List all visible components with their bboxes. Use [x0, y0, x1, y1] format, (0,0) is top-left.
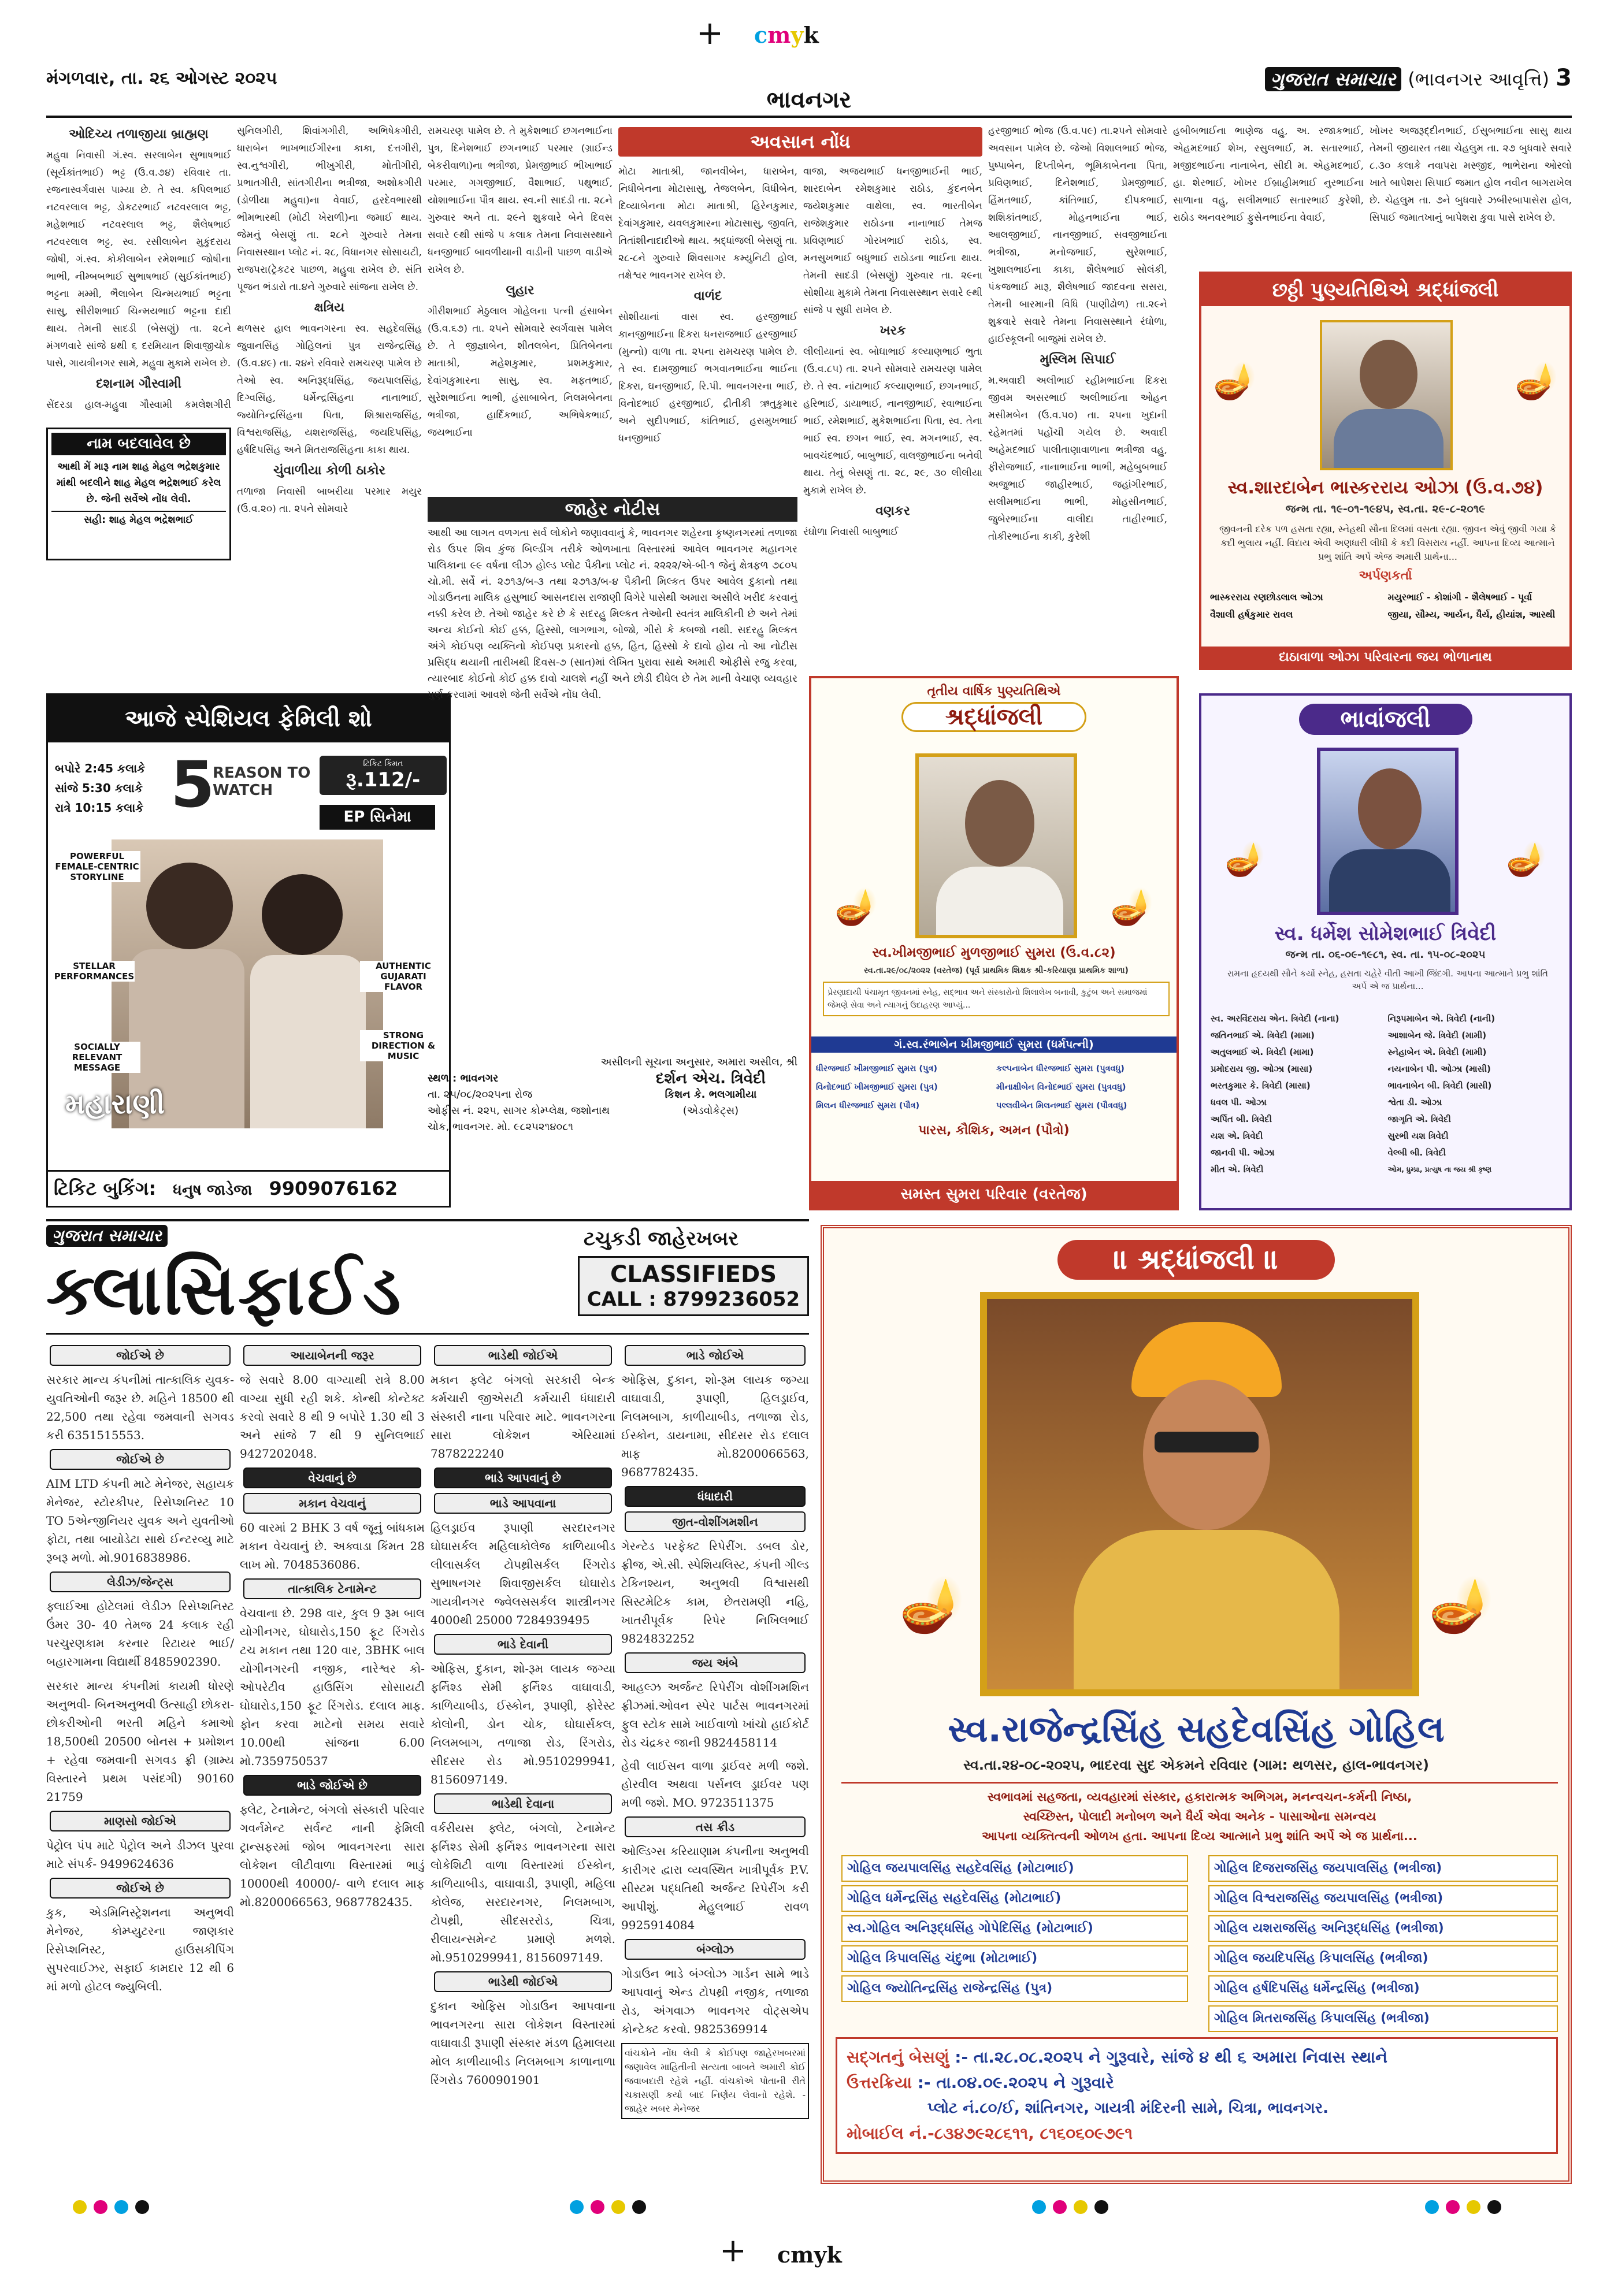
- reg-dot-magenta: [1446, 2200, 1460, 2214]
- obit-caste-heading: ખરક: [879, 324, 906, 338]
- diya-right-icon: 🪔: [1110, 887, 1153, 927]
- ad-sharda-ojha: [1199, 272, 1572, 670]
- cls-ad: વેચવાના છે. 298 વાર, કુલ 9 રૂમ બાલ યોગીનગર, ઘોઘારોડ,150 ફૂટ રિંગરોડ ટચ મકાન તથા 120 વાર, 3BHK બાલ યોગીનગરની નજીક, નારેશ્વર કો-ઓપરેટીવ હાઉસિંગ સોસાયટી ઘોઘારોડ,150 ફૂટ રિંગરોડ. દલાલ માફ. ફોન કરવા માટેનો સમય સવારે 10.00થી સાંજના 6.00 મો.7359750537: [240, 1606, 425, 1768]
- classifieds-tiny-title: ટચુકડી જાહેરખબર: [584, 1227, 739, 1250]
- classifieds-en: CLASSIFIEDS: [610, 1261, 777, 1288]
- cls-heading: જોઈએ છે: [50, 1345, 231, 1366]
- public-notice: [428, 497, 797, 1213]
- showtime-2: સાંજે 5:30 કલાકે: [55, 781, 143, 795]
- khimji-fam-3: કલ્પનાબેન ધીરજભાઈ સુમરા (પુત્રવધુ): [996, 1064, 1125, 1073]
- cls-heading: જય અંબે: [625, 1652, 806, 1673]
- rajendra-qual-1: સ્વભાવમાં સહજતા, વ્યવહારમાં સંસ્કાર, હકારાત્મક અભિગમ, મનન્વચન-કર્મની નિષ્ઠા,: [987, 1790, 1412, 1804]
- cls-heading: જોઈએ છે: [50, 1449, 231, 1470]
- sharda-title: છઠ્ઠી પુણ્યતિથિએ શ્રદ્ધાંજલી: [1201, 274, 1569, 306]
- ticket-label: ટિકિટ કિંમત: [363, 759, 403, 768]
- dharmesh-fam-item: જતિનભાઈ એ. ત્રિવેદી (મામા): [1211, 1030, 1315, 1041]
- obituary-col-2: [237, 122, 422, 562]
- sharda-photo: [1320, 320, 1453, 470]
- obit-caste-heading: વાળંદ: [693, 289, 722, 303]
- khimji-message: પ્રેરણાદાયી પંચામૃત જીવનમાં સ્નેહ, સદ્ભાવ અને સંસ્કારોનો શિલાલેખ બનાવી, કુટુંબ અને સમાજમાં જેમણે સેવા અને ત્યાગનું ઉદાહરણ આપ્યું...: [823, 982, 1170, 1016]
- rajendra-dates: સ્વ.તા.૨૪-૦૮-૨૦૨૫, ભાદરવા સુદ એકમને રવિવાર (ગામ: થળસર, હાલ-ભાવનગર): [963, 1757, 1429, 1773]
- obit-caste-heading: ચુંવાળીયા કોળી ઠાકોર: [273, 463, 385, 478]
- notice-client: અસીલની સૂચના અનુસાર, અમારા અસીલ, શ્રી: [600, 1056, 797, 1068]
- obit-text: વાજા, અજયભાઈ ધનજીભાઈની ભાઈ, શારદાબેન રમેશકુમાર રાઠોડ, કુંદનબેન જયેશકુમાર વાથેલા, સ્વ. ભારતીબેન રાજેશકુમાર રાઠોડના નાનાભાઈ તેમજ પ્રવિણભાઈ ગોરખભાઈ રાઠોડ, સ્વ. મનસુખભાઈ બધુભાઈ રાઠોડના ભાઈના થાય. તેમની સાદડી (બેસણું) ગુરુવાર તા. ૨૯ના સોશીયા મુકામે તેમના નિવાસસ્થાન સવારે ૯થી સાંજે ૫ સુધી રાખેલ છે.: [803, 166, 982, 316]
- sharda-name: સ્વ.શારદાબેન ભાસ્કરરાય ઓઝા (ઉ.વ.૭૪): [1227, 477, 1543, 498]
- dharmesh-fam-item: સ્વ. અરવિંદરાય એન. ત્રિવેદી (નાના): [1211, 1013, 1339, 1024]
- tag-social-message: SOCIALLY RELEVANT MESSAGE: [54, 1042, 140, 1073]
- reg-dot-cyan: [1425, 2200, 1439, 2214]
- edition: (ભાવનગર આવૃત્તિ): [1408, 68, 1550, 90]
- diya-left-icon: 🪔: [1213, 361, 1256, 402]
- notice-date: તા. ૨૫/૦૮/૨૦૨૫ના રોજ: [428, 1088, 533, 1101]
- obit-text: થળસર હાલ ભાવનગરના સ્વ. સહદેવસિંહ જુવાનસિંહ ગોહિલનાં પુત્ર રાજેન્દ્રસિંહ (ઉ.વ.૪૯) તા. ૨૪ને રવિવારે રામચરણ પામેલ છે તેઓ સ્વ. અનિરૂદ્ધસિંહ, જયપાલસિંહ, દિગ્વસિંહ, ધર્મેન્દ્રસિંહના નાનાભાઈ, જ્યોતિન્દ્રસિંહના પિતા, શિશ્રારાજસિંહ, વિશ્વરાજસિંહ, યશરાજસિંહ, જયદિપસિંહ, હર્ષદિપસિંહ અને મિતરાજસિંહના કાકા થાય.: [237, 323, 422, 456]
- khimji-fam-4: વિનોદભાઈ ખીમજીભાઈ સુમરા (પુત્ર): [816, 1083, 938, 1092]
- obituary-col-3: [428, 122, 613, 469]
- rajendra-name: સ્વ.રાજેન્દ્રસિંહ સહદેવસિંહ ગોહિલ: [948, 1708, 1445, 1750]
- cls-ad: ગોડાઉન ભાડે બંગ્લોઝ ગાર્ડન સામે ભાડે આપવાનું એન્ડ ટોપથ્રી નજીક, તળાજા રોડ, અંગવાઝ ભાવનગર વોટ્સએપ કોન્ટેક્ટ કરવો. 9825369914: [621, 1967, 809, 2036]
- obituary-col-1: [46, 122, 231, 416]
- film-ad: [46, 693, 451, 1208]
- sharda-family-title: અર્પણકર્તા: [1359, 569, 1412, 583]
- incense-left-icon: 🪔: [899, 1575, 964, 1636]
- cls-heading: ભાડેથી જોઈએ: [434, 1345, 612, 1366]
- sharda-dates: જન્મ તા. ૧૯-૦૧-૧૯૪૫, સ્વ.તા. ૨૯-૮-૨૦૧૯: [1285, 503, 1486, 515]
- dharmesh-fam-item: પ્રમોદરાય જી. ઓઝા (માસા): [1211, 1064, 1313, 1074]
- obit-text: મોટા માતાશ્રી, જાનવીબેન, ધારાબેન, નિધીબેનના મોટાસાસુ, તેજલબેન, વિધીબેન, દિવ્યાબેનના મોટા માતાશ્રી, હિરેનકુમાર, દેવાંગકુમાર, યવલકુમારના મોટાસાસુ, જીવતિ, તિતાંશીનાદાદીઓ થાય. શ્રદ્ધાંજલી બેસણું તા. ૨૮-૮ને ગુરુવારે શિવસાગર કમ્યુનિટી હોલ, તક્ષેશ્વર ભાવનગર રાખેલ છે.: [618, 166, 797, 281]
- rajendra-fam-left: સ્વ.ગોહિલ અનિરૂદ્ધસિંહ ગોપેદિસિંહ (મોટાભાઈ): [841, 1915, 1188, 1942]
- dharmesh-photo: [1317, 748, 1459, 915]
- rajendra-title: ॥ શ્રદ્ધાંજલી ॥: [1057, 1240, 1335, 1280]
- notice-advocate-title: (એડવોકેટ્સ): [682, 1105, 739, 1117]
- dharmesh-fam-item: ભરતકુમાર કે. ત્રિવેદી (માસા): [1211, 1080, 1311, 1091]
- name-change-sign: સહી: શાહ મેહલ ભદ્રેશભાઈ: [51, 511, 226, 526]
- cls-ad: ફ્લાઈઆ હોટેલમાં લેડીઝ રિસેપ્શનિસ્ટ ઉંમર 30- 40 તેમજ 24 કલાક રહી પરચુરણકામ કરનાર રિટાયર ભાઈ/ બહારગામના વિદ્યાર્થી 8485902390.: [46, 1599, 234, 1669]
- khimji-fam-6: મિલન ધીરજભાઈ સુમરા (પૌત્ર): [816, 1101, 920, 1110]
- classifieds-big-title: ક્લાસિફાઈડ: [46, 1250, 403, 1331]
- dharmesh-fam-item: જાગૃતિ એ. ત્રિવેદી: [1387, 1114, 1451, 1124]
- cls-ad: હિલડ્રાઈવ રૂપાણી સરદારનગર ઘોઘાસર્કલ મહિલાકોલેજ કાળિયાબીડ લીલાસર્કલ ટોપથ્રીસર્કલ રિંગરોડ સુભાષનગર શિવાજીસર્કલ ઘોઘારોડ ગાયત્રીનગર જ્વેલસસર્કલ શાસ્ત્રીનગર 4000થી 25000 7284939495: [431, 1521, 615, 1627]
- dharmesh-message: રામના હૃદયથી સૌને કર્યો સ્નેહ, હસતા ચહેરે વીતી આખી જિંદગી. આપના આત્માને પ્રભુ શાંતિ અર્પે એ જ પ્રાર્થના...: [1227, 968, 1548, 991]
- rajendra-fam-left: ગોહિલ કિપાલસિંહ ચંદુભા (મોટાભાઈ): [841, 1945, 1188, 1972]
- classifieds-paper: ગુજરાત સમાચાર: [46, 1225, 168, 1247]
- cmyk-label-top: cmyk: [754, 22, 819, 48]
- besnu-text: :- તા.૨૮.૦૮.૨૦૨૫ ને ગુરૂવારે, સાંજે ૪ થી ૬ અમારા નિવાસ સ્થાને: [955, 2048, 1388, 2067]
- dharmesh-fam-item: આશાબેન જે. ત્રિવેદી (મામી): [1387, 1030, 1487, 1041]
- obit-text: હબીબભાઈના ભાણેજ વહુ, અ. રજાકભાઈ, એહમદભાઈ શેખ, રસુલભાઈ, મ. સતારભાઈ, મજીદભાઈના નાનાબેન, સીદી મ. એહમદભાઈ, હા. શેરભાઈ, ખોખર ઈબ્રાહીમભાઈ નુરભાઈના સાળાના વહુ, સલીમભાઈ સતારભાઈ કુરેશી, રાઠોડ અનવરભાઈ ફુસેનભાઈના વેવાઈ,: [1173, 125, 1364, 224]
- cls-ad: ઓફિસ, દુકાન, શો-રૂમ લાયક જગ્યા વાઘાવાડી, રૂપાણી, હિલડ્રાઈવ, નિલમબાગ, કાળીયાબીડ, તળાજા રોડ, ઈસ્કોન, ડાયનામા, સીદસર રોડ દલાલ માફ મો.8200066563, 9687782435.: [621, 1373, 809, 1479]
- reg-dot-yellow: [611, 2200, 625, 2214]
- khimji-photo: [915, 753, 1077, 938]
- obit-text: લીલીયાનાં સ્વ. બોઘાભાઈ કલ્યાણભાઈ ભુતા (ઉ.વ.૮૫) તા. ૨૫ને સોમવારે રામચરણ પામેલ છે. તે સ્વ. નાંટાભાઈ કલ્યાણભાઈ, છગનભાઈ, હરિભાઈ, ડાયાભાઈ, નાનજીભાઈ, રવાભાઈના ભાઈ, રમેશભાઈ, મુકેશભાઈના પિતા, સ્વ. તેના ભાઈ સ્વ. છગન ભાઈ, સ્વ. મગનભાઈ, સ્વ. બાવચંદભાઈ, બાબુભાઈ, વાલજીભાઈના બનેવી થાય. તેનું બેસણું તા. ૨૮, ૨૯, ૩૦ લીલીયા મુકામે રાખેલ છે.: [803, 346, 982, 496]
- obituary-heading-box: [618, 127, 982, 157]
- dharmesh-name: સ્વ. ધર્મેશ સોમેશભાઈ ત્રિવેદી: [1274, 922, 1497, 945]
- obit-text: રંઘોળા નિવાસી બાબુભાઈ: [803, 526, 899, 538]
- cls-ad: સરકાર માન્ય કંપનીમાં તાત્કાલિક યુવક- યુવતિઓની જરૂર છે. મહિને 18500 થી 22,500 તથા રહેવા જમવાની સગવડ કરી 6351515553.: [46, 1373, 234, 1442]
- khimji-footer: સમસ્ત સુમરા પરિવાર (વરતેજ): [811, 1181, 1177, 1208]
- dharmesh-fam-item: યશ એ. ત્રિવેદી: [1211, 1131, 1263, 1141]
- rajendra-fam-left: ગોહિલ જ્યોતિન્દ્રસિંહ રાજેન્દ્રસિંહ (પુત્ર): [841, 1975, 1188, 2002]
- reg-dot-black: [1094, 2200, 1108, 2214]
- cls-disclaimer: વાંચકોને નોંધ લેવી કે કોઈપણ જાહેરખબરમાં જણાવેલ માહિતીની સત્યતા બાબતે અમારી કોઈ જવાબદારી રહેશે નહીં. વાંચકોએ પોતાની રીતે ચકાસણી કર્યા બાદ નિર્ણય લેવાનો રહેશે. - જાહેર ખબર મેનેજર: [621, 2043, 809, 2119]
- obit-text: મહુવા નિવાસી ગં.સ્વ. સરલાબેન સુભાષભાઈ (સૂર્યકાંતભાઈ) ભટ્ટ (ઉ.વ.૭૪) રવિવાર તા. રજનાસ્વર્ગવાસ પામ્યા છે. તે સ્વ. કપિલભાઈ નટવરલાલ ભટ્ટ, ડોકટરભાઈ નટવરલાલ ભટ્ટ, મહેશભાઈ નટવરલાલ ભટ્ટ, શૈલેષભાઈ નટવરલાલ ભટ્ટ, સ્વ. રસીલાબેન મુકુંદરાય જોષી, ગં.સ્વ. કોકીલાબેન રમેશભાઈ જોષીના ભાભી, નીમ્બબભાઈ સુભાષભાઈ (સુઈકાંતભાઈ) ભટ્ટના મમ્મી, ભૈલાબેન ચિન્મયભાઈ ભટ્ટના સાસુ, સીરીશભાઈ ચિન્મયભાઈ ભટ્ટના દાદી થાય. તેમની સાદડી (બેસણું) તા. ૨૮ને મંગળવારે સાંજે ૪થી ૬ દરમિયાન શિવાજીચોક પાસે, ગાયત્રીનગર સામે, મહુવા મુકામે રાખેલ છે.: [46, 150, 231, 369]
- booking-phone: 9909076162: [269, 1177, 398, 1199]
- obituary-col-6: [988, 122, 1167, 573]
- sharda-fam-3: વૈશાલી હર્ષકુમાર રાવલ: [1210, 609, 1293, 620]
- rajendra-fam-left: ગોહિલ જયપાલસિંહ સહદેવસિંહ (મોટાભાઈ): [841, 1855, 1188, 1882]
- diya-left-icon: 🪔: [1224, 841, 1265, 878]
- obit-caste-heading: ક્ષત્રિય: [314, 300, 345, 315]
- booking-strip: [48, 1170, 449, 1206]
- dharmesh-fam-item: શ્વેતા ડી. ઓઝા: [1387, 1097, 1442, 1108]
- public-notice-sign: [428, 1054, 797, 1135]
- dharmesh-title: ભાવાંજલી: [1299, 704, 1472, 735]
- cls-ad: પેટ્રોલ પંપ માટે પેટ્રોલ અને ડીઝલ પુરવા માટે સંપર્ક- 9499624636: [46, 1838, 234, 1871]
- khimji-fam-1: ગં.સ્વ.રંભાબેન ખીમજીભાઈ સુમરા (ધર્મપત્ની): [811, 1036, 1177, 1053]
- cls-ad: ફ્લેટ, ટેનામેન્ટ, બંગલો સંસ્કારી પરિવાર ગવર્નમેન્ટ સર્વન્ટ નાની ફેમિલી ટ્રાન્સફરમાં જોબ ભાવનગરના સારા લોકેશન લીટીવાળા વિસ્તારમાં ભાડું 10000થી 40000/- વાળે દલાલ માફ મો.8200066563, 9687782435.: [240, 1803, 425, 1909]
- cls-heading: બંગ્લોઝ: [625, 1939, 806, 1960]
- notice-place: સ્થળ : ભાવનગર: [428, 1072, 499, 1084]
- showtime-1: બપોરે 2:45 કલાકે: [55, 761, 146, 775]
- khimji-fam-8: પારસ, કૌશિક, અમન (પૌત્રો): [918, 1123, 1070, 1138]
- classifieds-call: CALL : 8799236052: [587, 1288, 800, 1311]
- ad-rajendrasinh-gohil: [821, 1225, 1572, 2184]
- classifieds-col-4: [621, 1340, 809, 2184]
- obituary-col-5: [803, 163, 982, 567]
- rajendra-qual-2: સ્વચ્છિસ્ત, પોલાદી મનોબળ અને ધૈર્ય એવા અનેક - પાસાઓના સમન્વય: [1023, 1810, 1376, 1823]
- obit-text: સુનિલગીરી, શિવાંગગીરી, અભિષેકગીરી, ધારાબેન ભાખભાઈગીરના કાકા, દત્તગીરી, સ્વ.નુશ્વગીરી, ભીખુગીરી, મોતીગીરી, પ્રભાતગીરી, સાંતગીરીના ભત્રીજા, અશોકગીરી (ડોળીયા મહુવા)ના વેવાઈ, હરદેવભારથી ભીમભારથી (મોટી ખેરાળી)ના જમાઈ થાય. જેમનું બેસણું તા. ૨૮ને ગુરુવારે તેમના નિવાસસ્થાન પ્લોટ નં. ૨૮, વિધાનગર સોસાયટી, રાજપરા(ટ્રેકટર પાછળ, મહુવા રાખેલ છે. સંતિ પૂજન ભંડારો તા.૪ને ગુરુવારે સાંજના રાખેલ છે.: [237, 125, 422, 293]
- cls-heading: ભાડે આપવાના: [434, 1493, 612, 1514]
- film-title: મહારાણી: [65, 1088, 165, 1120]
- besnu-label: સદ્ગતનું બેસણું: [847, 2048, 949, 2067]
- obituary-col-4: [618, 163, 797, 469]
- classifieds-col-3: [431, 1340, 615, 2184]
- cls-ad: હેવી લાઈસન વાળા ડ્રાઈવર મળી જશે. હોરવીલ અથવા પર્સનલ ડ્રાઈવર પણ મળી જશે. MO. 9723511375: [621, 1759, 809, 1810]
- tag-gujarati-flavor: AUTHENTIC GUJARATI FLAVOR: [360, 961, 447, 992]
- booking-label: ટિકિટ બુકિંગ:: [54, 1177, 157, 1199]
- dharmesh-fam-item: અતુલભાઈ એ. ત્રિવેદી (મામા): [1211, 1047, 1314, 1057]
- sharda-message: જીવનની દરેક પળ હસતા રહ્યા, સ્નેહથી સૌના દિલમાં વસતા રહ્યા. જીવન એવું જીવી ગયા કે કદી ભુલાય નહીં. વિદાય એવી અણધારી લીધી કે કદી વિસરાય નહીં. આપના દિવ્ય આત્માને પ્રભુ શાંતિ અર્પે એજ અમારી પ્રાર્થના...: [1219, 523, 1556, 562]
- obit-text: રામચરણ પામેલ છે. તે મુકેશભાઈ છગનભાઈના પુત્ર, દિનેશભાઈ છગનભાઈ પરમાર (ગ્રાઈન્ડ બેકરીવાળા)ના ભત્રીજા, પ્રેમજીભાઈ ભીખાભાઈ પરમાર, ગગજીભાઈ, વૈશાભાઈ, પથુભાઈ, યોશાભાઈના પૌત્ર થાય. સ્વ.ની સાદડી તા. ૨૮ને ગુરુવાર અને તા. ૨૯ને શુક્રવારે બેને દિવસ સવારે ૯થી સાંજે ૫ કલાક તેમના નિવાસસ્થાને ધનજીભાઈ બાવળીયાની વાડીની પાછળ વાડીએ રાખેલ છે.: [428, 125, 613, 276]
- obit-text: સેંદરડા હાલ-મહુવા ગૌસ્વામી કમલેશગીરી: [46, 399, 231, 411]
- tag-female-centric: POWERFUL FEMALE-CENTRIC STORYLINE: [54, 851, 140, 882]
- rajendra-fam-right: ગોહિલ યશરાજસિંહ અનિરૂદ્ધસિંહ (ભત્રીજા): [1208, 1915, 1558, 1942]
- showtimes: [55, 759, 145, 818]
- cls-heading: ભાડેથી જોઈએ: [434, 1971, 612, 1992]
- cls-heading: તસ ક્રીડ: [625, 1816, 806, 1837]
- dharmesh-family: [1211, 1010, 1565, 1178]
- rajendra-events: [836, 2037, 1558, 2154]
- notice-advocate-2: કિશન કે. ભલગામીયા: [665, 1088, 757, 1101]
- color-registration-strip: [46, 2195, 1572, 2219]
- obit-caste-heading: ઓદિચ્ય તળાજીયા બ્રાહ્મણ: [69, 127, 209, 142]
- khimji-family: [816, 1060, 1177, 1115]
- obit-caste-heading: મુસ્લિમ સિપાઈ: [1040, 352, 1116, 367]
- classifieds-col-2: [240, 1340, 425, 2184]
- sharda-fam-1: ભાસ્કરરાય રણછોડલાલ ઓઝા: [1210, 592, 1323, 603]
- rajendra-fam-right: ગોહિલ દિજરાજસિંહ જયપાલસિંહ (ભત્રીજા): [1208, 1855, 1558, 1882]
- cls-ad: ઓફિસ, દુકાન, શો-રૂમ લાયક જગ્યા ફર્નિશ્ડ સેમી ફર્નિશ્ડ વાઘાવાડી, કાળિયાબીડ, ઈસ્કોન, રૂપાણી, ફોરેસ્ટ કોલોની, ડોન ચોક, ઘોઘાર્સકલ, નિલમબાગ, તળાજા રોડ, રિંગરોડ, સીદસર રોડ મો.9510299941, 8156097149.: [431, 1662, 615, 1786]
- diya-left-icon: 🪔: [834, 887, 878, 927]
- film-actors-photo: [112, 839, 383, 1128]
- cls-heading: માણસો જોઈએ: [50, 1811, 231, 1831]
- rajendra-fam-right: ગોહિલ વિશ્વરાજસિંહ જયપાલસિંહ (ભત્રીજા): [1208, 1885, 1558, 1912]
- dharmesh-fam-item: નિરૂપમાબેન એ. ત્રિવેદી (નાની): [1387, 1013, 1495, 1024]
- section-name: ભાવનગર: [766, 87, 852, 113]
- cls-ad: ઓલ્ડિગ્સ કરિયાણામ કંપનીના અનુભવી કારીગર દ્વારા વ્યવસ્થિત ખાત્રીપૂર્વક P.V. સીસ્ટમ પદ્ધતિથી અર્જન્ટ રિપેરીંગ કરી આપીશું. મેહુલભાઈ રાવળ 9925914084: [621, 1844, 809, 1932]
- reg-dot-magenta: [94, 2200, 107, 2214]
- rajendra-fam-right: ગોહિલ મિતરાજસિંહ કિપાલસિંહ (ભત્રીજા): [1208, 2005, 1558, 2032]
- film-ad-title: આજે સ્પેશિયલ ફેમિલી શો: [48, 695, 449, 742]
- dharmesh-fam-item: સ્નેહાબેન એ. ત્રિવેદી (મામી): [1387, 1047, 1487, 1057]
- notice-address: ઓફીસ નં. ૨૨૫, સાગર કોમ્પ્લેક્ષ, જશોનાથ ચોક, ભાવનગર. મો. ૯૮૨૫૨૧૪૦૮૧: [428, 1105, 610, 1133]
- dharmesh-fam-item: સુરભી યશ ત્રિવેદી: [1387, 1131, 1449, 1141]
- cls-ad: સરકાર માન્ય કંપનીમાં કાયમી ધોરણે અનુભવી- બિનઅનુભવી ઉત્સાહી છોકરા- છોકરીઓની ભરતી મહિને કમાઓ 18,500થી 20500 બોનસ + પ્રમોશન + રહેવા જમવાની સગવડ ફ્રી (ગ્રામ્ય વિસ્તારને પ્રથમ પસંદગી) 90160 21759: [46, 1679, 234, 1804]
- khimji-dates: સ્વ.તા.૨૯/૦૮/૨૦૨૨ (વરતેજ) (પૂર્વ પ્રાથમિક શિક્ષક શ્રી-કરિયાણા પ્રાથમિક શાળા): [864, 966, 1129, 975]
- reg-dot-cyan: [1032, 2200, 1046, 2214]
- obituary-col-8: [1370, 122, 1572, 267]
- incense-right-icon: 🪔: [1428, 1575, 1493, 1636]
- reg-dot-black: [632, 2200, 646, 2214]
- obit-text: મ.અવાદી અલીભાઈ રહીમભાઈના દિકરા જીવમ અસરભાઈ અલીભાઈના ઓહન મસીમબેન (ઉ.વ.૫૦) તા. ૨૫ના ખુદાની રહેમતમાં પહોંચી ગયેલ છે. અવાદી અહેમદભાઈ પાલીતાણાવાળાના ભત્રીજા વહુ, ફીરોજભાઈ, નાનાભાઈના ભાભી, મહેબુબભાઈ અજુભાઈ જાહીરભાઈ, જહાંગીરભાઈ, સલીમભાઈના ભાભી, મોહસીનભાઈ, જુબેરભાઈના વાલીદા તાહીરભાઈ, તોકીરભાઈના કાકી, કુરેશી: [988, 375, 1167, 543]
- obit-text: હરજીભાઈ ભોજ (ઉ.વ.૫૯) તા.૨૫ને સોમવારે અવસાન પામેલ છે. જેઓ વિશાલભાઈ ભોજ, પુષ્પાબેન, દિપ્તીબેન, ભૂમિકાબેનના પિતા, પ્રવિણભાઈ, દિનેશભાઈ, પ્રેમજીભાઈ, હિંમતભાઈ, કાંતિભાઈ, દીપકભાઈ, શશિકાંતભાઈ, મોહનભાઈના ભાઈ, આલજીભાઈ, નાનજીભાઈ, સવજીભાઈના ભત્રીજા, મનોજભાઈ, સુરેશભાઈ, ખુશાલભાઈના કાકા, શૈલેષભાઈ સોલંકી, પંકજભાઈ મારૂ, શૈલેષભાઈ જાદવના સસરા, તેમની બારમાની વિધિ (પાણીઢોળ) તા.૨૯ને શુક્રવારે સવારે તેમના નિવાસસ્થાને રંઘોળા, હાઈસ્કૂલની બાજુમાં રાખેલ છે.: [988, 125, 1167, 345]
- cls-heading: આયાબેનની જરૂર: [243, 1345, 421, 1366]
- obit-caste-heading: દશનામ ગૌસ્વામી: [96, 377, 181, 391]
- dharmesh-fam-item: નયનાબેન પી. ઓઝા (માસી): [1387, 1064, 1491, 1074]
- cls-heading: ભાડે દેવાની: [434, 1634, 612, 1655]
- rajendra-family-right: [1208, 1855, 1558, 2035]
- obit-text: તળાજા નિવાસી બાબરીયા પરમાર મયુર (ઉ.વ.૨૦) તા. ૨૫ને સોમવારે: [237, 486, 422, 515]
- obituary-col-7: [1173, 122, 1364, 267]
- cls-heading: જીત-વોશીંગમશીન: [625, 1511, 806, 1532]
- dharmesh-dates: જન્મ તા. ૦૬-૦૯-૧૯૮૧, સ્વ. તા. ૧૫-૦૮-૨૦૨૫: [1285, 949, 1486, 961]
- reg-dot-yellow: [1467, 2200, 1480, 2214]
- registration-cross-top: +: [696, 14, 723, 52]
- khimji-fam-5: મીનાક્ષીબેન વિનોદભાઈ સુમરા (પુત્રવધુ): [996, 1083, 1126, 1092]
- reg-dot-magenta: [1053, 2200, 1067, 2214]
- uttar-text: :- તા.૦૪.૦૯.૨૦૨૫ ને ગુરૂવારે: [917, 2073, 1114, 2092]
- khimji-title: શ્રદ્ધાંજલી: [901, 702, 1086, 732]
- reg-dot-cyan: [114, 2200, 128, 2214]
- reg-dot-yellow: [1074, 2200, 1088, 2214]
- cls-ad: મકાન ફ્લેટ બંગલો સરકારી બેન્ક કર્મચારી જીએસટી કર્મચારી ધંધાદારી સંસ્કારી નાના પરિવાર માટે. ભાવનગરના સારા લોકેશન એરિયામાં 7878222240: [431, 1373, 615, 1461]
- cls-ad: આહલ્ઝ અર્જન્ટ રિપેરીંગ વોશીંગમશિન ફ્રીઝમાં.ઓવન સ્પેર પાર્ટસ ભાવનગરમાં ફુલ સ્ટોક સામે ખાઈવાળો ખાંચો હાઈકોર્ટ રોડ ચંદ્રકર જાની 9824458114: [621, 1680, 809, 1749]
- classifieds-contact: [578, 1256, 809, 1316]
- rajendra-fam-right: ગોહિલ હર્ષદિપસિંહ ધર્મેન્દ્રસિંહ (ભત્રીજા): [1208, 1975, 1558, 2002]
- paper-name: ગુજરાત સમાચાર: [1265, 67, 1402, 91]
- classifieds-header: [46, 1219, 809, 1335]
- cls-heading: મકાન વેચવાનું: [243, 1493, 421, 1514]
- cls-ad: વર્કરીયસ ફ્લેટ, બંગલો, ટેનામેન્ટ ફર્નિશ્ડ સેમી ફર્નિશ્ડ ભાવનગરના સારા લોકેશિટી વાળા વિસ્તારમાં ઈસ્કોન, કાળિયાબીડ, વાઘાવાડી, રૂપાણી, મહિલા કોલેજ, સરદારનગર, નિલમબાગ, ટોપથ્રી, સીદસરરોડ, ચિત્રા, રીલાયન્સમેન્ટ પ્રમાણે મળશે. મો.9510299941, 8156097149.: [431, 1821, 615, 1964]
- cls-heading: ભાડે જોઈએ: [625, 1345, 806, 1366]
- uttar-label: ઉત્તરક્રિયા: [847, 2073, 912, 2092]
- issue-date: મંગળવાર, તા. ૨૬ ઓગસ્ટ ૨૦૨૫: [46, 68, 277, 88]
- ad-dharmesh-trivedi: [1199, 693, 1572, 1210]
- khimji-name: સ્વ.ખીમજીભાઈ મુળજીભાઈ સુમરા (ઉ.વ.૮૨): [872, 945, 1116, 960]
- cls-ad: કુક, એડમિનિસ્ટ્રેશનના અનુભવી મેનેજર, કોમ્પ્યુટરના જાણકાર રિસેપ્શનિસ્ટ, હાઉસકીપિંગ સુપરવાઈઝર, સફાઈ કામદાર 12 થી 6 માં મળો હોટલ જ્યુબિલી.: [46, 1905, 234, 1993]
- reg-dot-yellow: [73, 2200, 87, 2214]
- cls-heading: જોઈએ છે: [50, 1878, 231, 1899]
- cls-section-heading: વેચવાનું છે: [243, 1467, 421, 1488]
- tag-performances: STELLAR PERFORMANCES: [54, 961, 135, 982]
- rajendra-qualities: [841, 1782, 1558, 1846]
- diya-right-icon: 🪔: [1506, 841, 1546, 878]
- obit-text: સોશીયાનાં વાસ સ્વ. હરજીભાઈ કાનજીભાઈના દિકરા ધનરાજભાઈ હરજીભાઈ (મુન્નો) વાળા તા. ૨૫ના રામચરણ પામેલ છે. તે સ્વ. દામજીભાઈ ભગવાનભાઈના ભાઈના દિકરા, ઘનજીભાઈ, રિ.પી. ભાવનગરના ભાઈ, વિનોદભાઈ હરજીભાઈ, દ્રીતીકી ઋતુકુમાર અને સુદીપભાઈ, કાંતિભાઈ, હસમુખભાઈ ધનજીભાઈ: [618, 311, 797, 444]
- rajendra-photo: [980, 1292, 1419, 1696]
- registration-cross-bottom: +: [719, 2232, 747, 2269]
- sharda-fam-2: મયુરભાઈ - કોશાંગી - શૈલેષભાઈ - પૂર્વા: [1387, 592, 1532, 603]
- obit-caste-heading: વણકર: [875, 504, 910, 518]
- rajendra-address: પ્લોટ નં.૮૦/ઈ, શાંતિનગર, ગાયત્રી મંદિરની સામે, ચિત્રા, ભાવનગર.: [927, 2100, 1329, 2117]
- cls-section-heading: ધંધાદારી: [625, 1486, 806, 1507]
- cmyk-label-bottom: cmyk: [777, 2242, 842, 2268]
- khimji-top: તૃતીય વાર્ષિક પુણ્યતિથિએ: [927, 684, 1061, 699]
- cls-heading: ભાડેથી દેવાના: [434, 1793, 612, 1814]
- classifieds-col-1: [46, 1340, 234, 2184]
- sharda-family: [1210, 589, 1565, 623]
- tag-direction-music: STRONG DIRECTION & MUSIC: [360, 1030, 447, 1061]
- cls-ad: ગેરન્ટેડ પરફેક્ટ રિપેરીંગ. ડબલ ડોર, ફ્રીજ, એ.સી. સ્પેશિયલિસ્ટ, કંપની ગીલ્ડ ટેકિનશ્યન, અનુભવી વિશ્વાસથી સિસ્ટમેટિક કામ, છેતરામણી નહિ, ખાતરીપૂર્વક રિપેર નિખિલભાઈ 9824832252: [621, 1539, 809, 1645]
- masthead-right: [1086, 65, 1572, 91]
- dharmesh-fam-item: ઓમ, ધ્રુમ્પ્રા, પ્રત્યુષ ના જય શ્રી કૃષ્ણ: [1387, 1165, 1492, 1173]
- public-notice-title: જાહેર નોટીસ: [428, 497, 797, 522]
- name-change-body: આથી મેં મારૂ નામ શાહ મેહલ ભદ્રેશકુમાર માંથી બદલીને શાહ મેહલ ભદ્રેશભાઈ કરેલ છે. જેની સર્વેએ નોંધ લેવી.: [56, 461, 221, 505]
- sharda-fam-4: જીયા, સૌમ્ય, આર્યન, ધૈર્ય, હીયાંશ, આસ્થી: [1387, 609, 1556, 620]
- cls-section-heading: ભાડે આપવાનું છે: [434, 1467, 612, 1488]
- showtime-3: રાત્રે 10:15 કલાકે: [55, 801, 144, 815]
- cls-heading: તાત્કાલિક ટેનામેન્ટ: [243, 1578, 421, 1599]
- cls-ad: જે સવારે 8.00 વાગ્યાથી રાત્રે 8.00 વાગ્યા સુધી રહી શકે. કોન્થી કોન્ટેક્ટ કરવો સવારે 8 થી 9 બપોરે 1.30 થી 3 અને સાંજે 7 થી 9 સુનિલભાઈ 9427202048.: [240, 1373, 425, 1461]
- cinema-name: EP સિનેમા: [320, 805, 435, 830]
- reg-dot-cyan: [570, 2200, 584, 2214]
- diya-right-icon: 🪔: [1515, 361, 1558, 402]
- obit-caste-heading: લુહાર: [506, 283, 535, 298]
- dharmesh-fam-item: અર્પિત બી. ત્રિવેદી: [1211, 1114, 1272, 1124]
- dharmesh-fam-item: ધવલ પી. ઓઝા: [1211, 1097, 1267, 1108]
- dharmesh-fam-item: વેલ્બી બી. ત્રિવેદી: [1387, 1147, 1446, 1158]
- name-change-box: [46, 428, 231, 560]
- reasons-text: REASON TO WATCH: [213, 764, 311, 799]
- rajendra-fam-left: ગોહિલ ધર્મેન્દ્રસિંહ સહદેવસિંહ (મોટાભાઈ): [841, 1885, 1188, 1912]
- cls-heading: લેડીઝ/જેન્ટ્સ: [50, 1571, 231, 1592]
- reasons-number: 5: [170, 748, 215, 822]
- header-rule: [46, 116, 1572, 118]
- rajendra-fam-right: ગોહિલ જયદિપસિંહ કિપાલસિંહ (ભત્રીજા): [1208, 1945, 1558, 1972]
- obituary-heading: અવસાન નોંધ: [618, 127, 982, 157]
- name-change-title: નામ બદલાવેલ છે: [51, 433, 226, 455]
- obit-text: ગીરીશભાઈ મેઠુલાલ ગોહેલના પત્ની હંસાબેન (ઉ.વ.૬૭) તા. ૨૫ને સોમવારે સ્વર્ગવાસ પામેલ છે. તે જીજ્ઞાબેન, શીતલબેન, પ્રિતિબેનના માતાશ્રી, મહેશકુમાર, પ્રશમકુમાર, દેવાંગકુમારના સાસુ, સ્વ. મફતભાઈ, સુરેશભાઈના ભાભી, હંસાબાબેન, નિલમબેનના ભત્રીજા, હાર્દિકભાઈ, અભિષેકભાઈ, જયભાઈના: [428, 306, 613, 439]
- dharmesh-fam-item: ભાવનાબેન બી. ત્રિવેદી (માસી): [1387, 1080, 1492, 1091]
- dharmesh-fam-item: મીત એ. ત્રિવેદી: [1211, 1164, 1264, 1175]
- page-number: 3: [1556, 65, 1572, 91]
- ad-khimji-sumra: [809, 676, 1179, 1210]
- public-notice-body: આથી આ લાગત વળગતા સર્વ લોકોને જણાવવાનું કે, ભાવનગર શહેરના કૃષ્ણનગરમાં તળાજા રોડ ઉપર શિવ કુંજ બિલ્ડીંગ તરીકે ઓળખાતા વિસ્તારમાં આવેલ ભાવનગર મહાનગર પાલિકાના ૯૯ વર્ષના લીઝ હોલ્ડ પ્લોટ પૈકીના પ્લોટ નં. ૨૨૨૨/એ-બી-૧ જેનું ક્ષેત્રફળ ૭૮૦૫ ચો.મી. સર્વે નં. ૨૭૧૩/બ-૩ તથા ૨૭૧૩/બ-૪ પૈકીની મિલ્કત ઉપર આવેલ દુકાનો તથા ગોડાઉનના માલિક હસુભાઈ આસનદાસ રાજાણી વિગેરે પાસેથી અમારા અસીલે ખરીદ કરવાનું નક્કી કરેલ છે. તેઓ જાહેર કરે છે કે સદરહુ મિલ્કત તેઓની સ્વતંત્ર માલિકીની છે અને તેમાં અન્ય કોઈનો કોઈ હક્ક, હિસ્સો, લાગભાગ, બોજો, ગીરો કે કબજો નથી. સદરહુ મિલ્કત અંગે કોઈપણ વ્યક્તિનો કોઈપણ પ્રકારનો હક્ક, હિત, હિસ્સો કે દાવો હોય તો આ નોટીસ પ્રસિદ્ધ થયાની તારીખથી દિવસ-૭ (સાત)માં લેખિત પુરાવા સાથે અમારી ઓફીસે રજુ કરવા, ત્યારબાદ કોઈનો કોઈ હક્ક દાવો ચાલશે નહીં અને છોડી દીધેલ છે તેમ માની વેચાણ વ્યવહાર પુર્ણ કરવામાં આવશે જેની સર્વેએ નોંધ લેવી.: [428, 527, 797, 701]
- khimji-fam-7: પલ્લવીબેન મિલનભાઈ સુમરા (પૌત્રવધુ): [996, 1101, 1127, 1110]
- rajendra-mobile: મોબાઈલ નં.-૮૩૪૭૯૨૮૬૧૧, ૮૧૬૦૬૦૯૭૯૧: [847, 2124, 1133, 2143]
- rajendra-family-left: [841, 1855, 1188, 2005]
- sharda-footer: દાઠાવાળા ઓઝા પરિવારના જય ભોળાનાથ: [1201, 647, 1569, 668]
- reg-dot-magenta: [591, 2200, 604, 2214]
- ticket-price: રૂ.112/-: [346, 768, 421, 792]
- reg-dot-black: [1487, 2200, 1501, 2214]
- obit-text: ખોખર અજરૂદ્દીનભાઈ, ઈસુબભાઈના સાસુ થાય તેમની જીયારત તથા ચેહલુમ તા. ૨૭ બુધવારે સવારે ૮.૩૦ કલાકે નવાપરા મસ્જીદ, ભાભેરાના ઓરલો ખાતે બાપેશરા સિપાઈ જમાત હોલ નવીન બાગરાખેલ છે. ચેહલુમ તા. ૭ને બુધવારે ઝબીરબાપાસેરા હોલ, સિપાઈ જમાતખાનું બાપેશરા કુવા પાસે રાખેલ છે.: [1370, 125, 1572, 224]
- notice-advocate: દર્શન એચ. ત્રિવેદી: [655, 1070, 766, 1087]
- khimji-fam-2: ધીરજભાઈ ખીમજીભાઈ સુમરા (પુત્ર): [816, 1064, 938, 1073]
- cls-section-heading: ભાડે જોઈએ છે: [243, 1775, 421, 1796]
- dharmesh-fam-item: જાનવી પી. ઓઝા: [1211, 1147, 1275, 1158]
- reg-dot-black: [135, 2200, 149, 2214]
- cls-ad: દુકાન ઓફિસ ગોડાઉન આપવાના ભાવનગરના સારા લોકેશન વિસ્તારમાં વાઘાવાડી રૂપાણી સંસ્કાર મંડળ હિમાલયા મોલ કાળીયાબીડ નિલમબાગ કાળાનાળા રિંગરોડ 7600901901: [431, 1999, 615, 2087]
- booking-name: ધનુષ જાડેજા: [173, 1182, 253, 1199]
- rajendra-qual-3: આપના વ્યક્તિત્વની ઓળખ હતા. આપના દિવ્ય આત્માને પ્રભુ શાંતિ અર્પે એ જ પ્રાર્થના...: [982, 1829, 1417, 1843]
- cls-ad: 60 વારમાં 2 BHK 3 વર્ષ જૂનું બાંધકામ મકાન વેચવાનું છે. અક્વાડા કિંમત 28 લાખ મો. 7048536086.: [240, 1521, 425, 1571]
- cls-ad: AIM LTD કંપની માટે મેનેજર, સહાયક મેનેજર, સ્ટોરકીપર, રિસેપ્શનિસ્ટ 10 TO 5એન્જીનિયર યુવક અને યુવતીઓ ફોટા, તથા બાયોડેટા સાથે ઈન્ટરવ્યુ માટે રૂબરૂ મળો. મો.9016838986.: [46, 1477, 234, 1565]
